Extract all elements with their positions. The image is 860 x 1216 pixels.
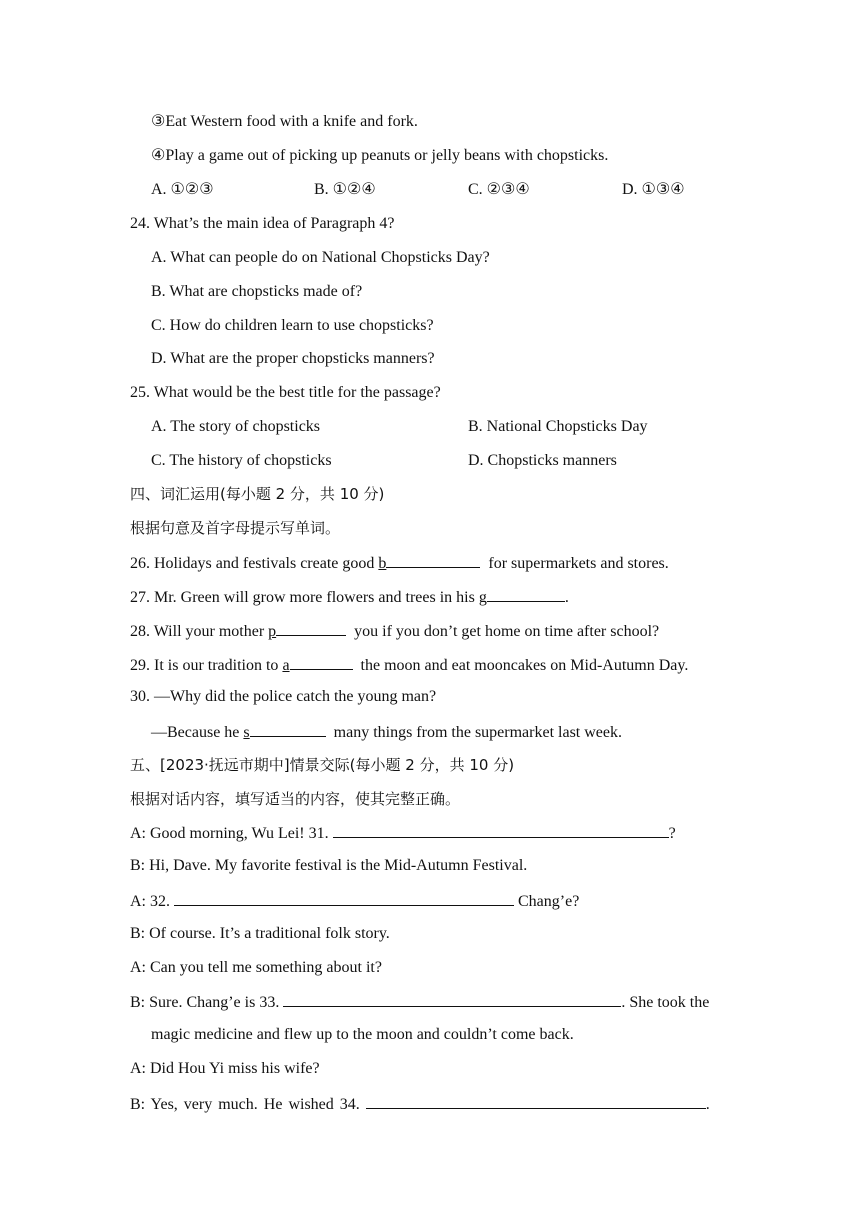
- q33-blank[interactable]: [283, 991, 621, 1007]
- q30-text: —Because he: [151, 724, 244, 741]
- dialog-line-5: A: Can you tell me something about it?: [130, 959, 382, 976]
- q26-line: [130, 552, 669, 574]
- dialog-line-1: [130, 822, 676, 844]
- q26-hint-letter: b: [378, 555, 387, 572]
- q24-stem: 24. What’s the main idea of Paragraph 4?: [130, 215, 395, 232]
- dialog-line-3: [130, 890, 579, 912]
- q27-line: [130, 586, 569, 608]
- q25-option-a: A. The story of chopsticks: [151, 418, 321, 435]
- q26-blank[interactable]: [386, 552, 480, 568]
- q25-stem: 25. What would be the best title for the passage?: [130, 384, 441, 401]
- q30-hint-letter: s: [243, 724, 250, 741]
- q24-option-d: D. What are the proper chopsticks manners?: [151, 350, 435, 367]
- dialog-line-4: B: Of course. It’s a traditional folk story.: [130, 925, 390, 942]
- q23-item-3: ③Eat Western food with a knife and fork.: [151, 113, 418, 130]
- section-5-instruction: 根据对话内容，填写适当的内容，使其完整正确。: [130, 790, 461, 808]
- section-5-title: 五、[2023·抚远市期中]情景交际(每小题 2 分，共 10 分): [130, 756, 515, 774]
- q29-text-end: the moon and eat mooncakes on Mid-Autumn Day.: [360, 657, 689, 674]
- dialog-line-1-end: ?: [668, 825, 676, 842]
- dialog-line-9-end: .: [705, 1096, 710, 1113]
- q26-text: 26. Holidays and festivals create good: [130, 555, 379, 572]
- dialog-line-3-end: Chang’e?: [514, 893, 580, 910]
- q23-option-c: C. ②③④: [468, 181, 530, 198]
- dialog-line-6-text: B: Sure. Chang’e is 33.: [130, 994, 284, 1011]
- section-4-instruction: 根据句意及首字母提示写单词。: [130, 519, 341, 537]
- q28-text: 28. Will your mother: [130, 623, 269, 640]
- q25-option-d: D. Chopsticks manners: [468, 452, 617, 469]
- q25-option-b: B. National Chopsticks Day: [468, 418, 648, 435]
- q25-option-c: C. The history of chopsticks: [151, 452, 332, 469]
- q34-blank[interactable]: [366, 1093, 706, 1109]
- q30-blank[interactable]: [250, 721, 326, 737]
- q29-text: 29. It is our tradition to: [130, 657, 283, 674]
- q28-hint-letter: p: [268, 623, 277, 640]
- q30-text-end: many things from the supermarket last week.: [333, 724, 623, 741]
- dialog-line-1-text: A: Good morning, Wu Lei! 31.: [130, 825, 333, 842]
- q28-blank[interactable]: [276, 620, 346, 636]
- dialog-line-8: A: Did Hou Yi miss his wife?: [130, 1060, 320, 1077]
- dialog-line-3-text: A: 32.: [130, 893, 174, 910]
- q23-option-d: D. ①③④: [622, 181, 685, 198]
- q23-option-a: A. ①②③: [151, 181, 214, 198]
- q28-line: [130, 620, 659, 642]
- q30-line-1: 30. —Why did the police catch the young man?: [130, 688, 437, 705]
- section-4-title: 四、词汇运用(每小题 2 分，共 10 分): [130, 485, 385, 503]
- q28-text-end: you if you don’t get home on time after school?: [354, 623, 660, 640]
- q32-blank[interactable]: [174, 890, 514, 906]
- q29-line: [130, 654, 688, 676]
- q27-text-end: .: [564, 589, 569, 606]
- q27-text: 27. Mr. Green will grow more flowers and trees in his: [130, 589, 479, 606]
- q24-option-a: A. What can people do on National Chopsticks Day?: [151, 249, 490, 266]
- q24-option-b: B. What are chopsticks made of?: [151, 283, 363, 300]
- q29-blank[interactable]: [290, 654, 353, 670]
- q27-hint-letter: g: [478, 589, 487, 606]
- q27-blank[interactable]: [487, 586, 565, 602]
- q24-option-c: C. How do children learn to use chopsticks?: [151, 317, 434, 334]
- dialog-line-6: [130, 991, 709, 1013]
- q23-option-b: B. ①②④: [314, 181, 376, 198]
- q31-blank[interactable]: [333, 822, 669, 838]
- q23-item-4: ④Play a game out of picking up peanuts or jelly beans with chopsticks.: [151, 147, 609, 164]
- q30-line-2: [151, 721, 622, 743]
- dialog-line-2: B: Hi, Dave. My favorite festival is the Mid-Autumn Festival.: [130, 857, 528, 874]
- dialog-line-9-text: B: Yes, very much. He wished 34.: [130, 1096, 366, 1113]
- q26-text-end: for supermarkets and stores.: [488, 555, 669, 572]
- q29-hint-letter: a: [282, 657, 290, 674]
- dialog-line-7: magic medicine and flew up to the moon and couldn’t come back.: [151, 1026, 574, 1043]
- dialog-line-9: [130, 1093, 710, 1115]
- dialog-line-6-end: . She took the: [621, 994, 710, 1011]
